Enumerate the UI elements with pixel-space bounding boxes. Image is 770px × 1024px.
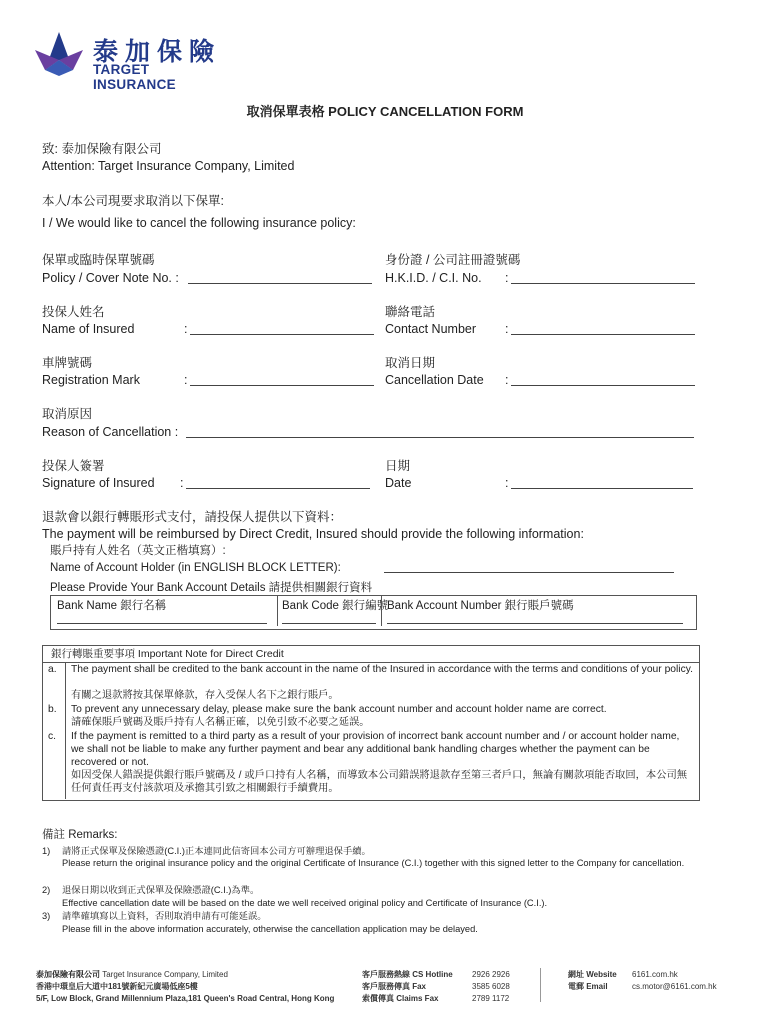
bank-code-cell[interactable] [277,596,389,626]
bank-code-field[interactable] [282,615,376,624]
remarks-title: 備註 Remarks: [42,829,118,841]
important-note-title-bar [43,646,699,663]
remark-3-num: 3) [42,911,51,921]
date-field[interactable] [511,476,693,489]
reg-mark-label-en: Registration Mark [42,373,140,387]
logo-chinese-name: 泰加保險 [93,37,222,66]
bank-name-cell[interactable] [51,596,277,626]
reason-field[interactable] [186,425,694,438]
footer-fax-label: 客戶服務傳真 Fax [362,982,427,991]
footer-fax: 3585 6028 [472,982,510,991]
cancel-date-label-en: Cancellation Date [385,373,484,387]
form-title: 取消保單表格 POLICY CANCELLATION FORM [246,104,524,119]
holder-label-en: Name of Account Holder (in ENGLISH BLOCK LETTER): [50,562,341,574]
remark-1-en: Please return the original insurance policy and the original Certificate of Insurance (C.I.) together with this signed letter to the Company for cancellation. [62,858,685,868]
policy-no-field[interactable] [188,271,372,284]
remark-2-en: Effective cancellation date will be based on the date we well received original policy and Certificate of Insurance (C.I.). [62,898,548,908]
account-number-field[interactable] [387,615,683,624]
holder-label-cn: 賬戶持有人姓名（英文正楷填寫）: [50,545,226,557]
footer-claims: 2789 1172 [472,994,510,1003]
company-logo [33,30,233,92]
reg-mark-field[interactable] [190,373,374,386]
remark-1-cn: 請將正式保單及保險憑證(C.I.)正本連同此信寄回本公司方可辦理退保手續。 [62,846,371,856]
account-number-label: Bank Account Number 銀行賬戶號碼 [387,600,574,612]
footer-claims-label: 索償傳真 Claims Fax [362,994,439,1003]
footer-address-en: 5/F, Low Block, Grand Millennium Plaza,181 Queen's Road Central, Hong Kong [36,994,335,1003]
attention-en: Attention: Target Insurance Company, Limited [42,159,295,173]
name-insured-field[interactable] [190,322,374,335]
contact-field[interactable] [511,322,695,335]
important-note-box [42,645,700,801]
cancel-date-field[interactable] [511,373,695,386]
note-mark-c: c. [48,731,57,742]
note-mark-a: a. [48,664,57,675]
contact-label-en: Contact Number [385,322,477,336]
date-colon: : [505,476,509,490]
note-mark-b: b. [48,704,57,715]
policy-no-label-en: Policy / Cover Note No. : [42,271,179,285]
signature-field[interactable] [186,476,370,489]
hkid-colon: : [505,271,509,285]
note-mark-divider [65,662,66,799]
bank-name-field[interactable] [57,615,267,624]
cancel-date-colon: : [505,373,509,387]
footer-website[interactable]: 6161.com.hk [632,970,678,979]
date-label-cn: 日期 [385,459,411,473]
refund-en: The payment will be reimbursed by Direct Credit, Insured should provide the following information: [42,527,584,541]
signature-colon: : [180,476,184,490]
intro-en: I / We would like to cancel the following insurance policy: [42,216,356,230]
account-number-cell[interactable] [381,596,696,626]
signature-label-en: Signature of Insured [42,476,155,490]
footer-email[interactable]: cs.motor@6161.com.hk [632,982,717,991]
reg-mark-label-cn: 車牌號碼 [42,356,93,370]
footer-website-label: 網址 Website [568,970,617,979]
intro-cn: 本人/本公司現要求取消以下保單: [42,194,224,208]
footer-company-en: Target Insurance Company, Limited [102,970,228,979]
note-text-c-en: If the payment is remitted to a third party as a result of your provision of incorrect bank account number and / or account holder name, we shall not be liable to make any further payment and bear any additional bank handling charges whether the payment can be recovered or not. [71,731,680,768]
contact-label-cn: 聯絡電話 [385,305,436,319]
remark-3-cn: 請準確填寫以上資料，否則取消申請有可能延誤。 [62,911,267,921]
remark-2-cn: 退保日期以收到正式保單及保險憑證(C.I.)為準。 [62,885,260,895]
cancel-date-label-cn: 取消日期 [385,356,436,370]
signature-label-cn: 投保人簽署 [42,459,105,473]
footer-company-cn: 泰加保險有限公司 [36,970,100,979]
footer-divider [540,968,541,1002]
refund-cn: 退款會以銀行轉賬形式支付，請投保人提供以下資料： [42,510,343,524]
attention-cn: 致: 泰加保險有限公司 [42,142,162,156]
note-text-b-en: To prevent any unnecessary delay, please make sure the bank account number and account holder name are correct. [71,704,607,715]
note-text-a-en: The payment shall be credited to the bank account in the name of the Insured in accordance with the terms and conditions of your policy. [71,664,693,675]
date-label-en: Date [385,476,412,490]
remark-3-en: Please fill in the above information accurately, otherwise the cancellation application may be delayed. [62,924,478,934]
hkid-label-en: H.K.I.D. / C.I. No. [385,271,482,285]
hkid-label-cn: 身份證 / 公司註冊證號碼 [385,253,521,267]
bank-code-label: Bank Code 銀行編號 [282,600,389,612]
contact-colon: : [505,322,509,336]
important-note-title: 銀行轉賬重要事項 Important Note for Direct Credit [51,648,284,660]
bank-details-table [50,595,697,630]
policy-no-label-cn: 保單或臨時保單號碼 [42,253,155,267]
reason-label-cn: 取消原因 [42,407,93,421]
name-insured-label-cn: 投保人姓名 [42,305,105,319]
footer-company [36,969,228,981]
logo-mark-icon [33,30,85,78]
note-text-b-cn: 請確保賬戶號碼及賬戶持有人名稱正確，以免引致不必要之延誤。 [71,717,370,728]
bank-name-label: Bank Name 銀行名稱 [57,600,167,612]
footer-email-label: 電郵 Email [568,982,608,991]
footer-hotline: 2926 2926 [472,970,510,979]
name-insured-colon: : [184,322,188,336]
remark-1-num: 1) [42,846,51,856]
holder-name-field[interactable] [384,560,674,573]
name-insured-label-en: Name of Insured [42,322,135,336]
reason-label-en: Reason of Cancellation : [42,425,179,439]
footer-address-cn: 香港中環皇后大道中181號新紀元廣場低座5樓 [36,982,198,991]
note-text-c-cn: 如因受保人錯誤提供銀行賬戶號碼及 / 或戶口持有人名稱，而導致本公司錯誤將退款存至第三者戶口，無論有關款項能否取回，本公司無任何責任再支付該款項及承擔其引致之相關銀行手續費用。 [71,770,688,794]
logo-english-name: TARGET INSURANCE [93,62,176,92]
remark-2-num: 2) [42,885,51,895]
note-text-a-cn: 有關之退款將按其保單條款，存入受保人名下之銀行賬戶。 [71,690,339,701]
reg-mark-colon: : [184,373,188,387]
footer-hotline-label: 客戶服務熱線 CS Hotline [362,970,453,979]
bank-details-heading: Please Provide Your Bank Account Details 請提供相關銀行資料 [50,582,373,594]
hkid-field[interactable] [511,271,695,284]
